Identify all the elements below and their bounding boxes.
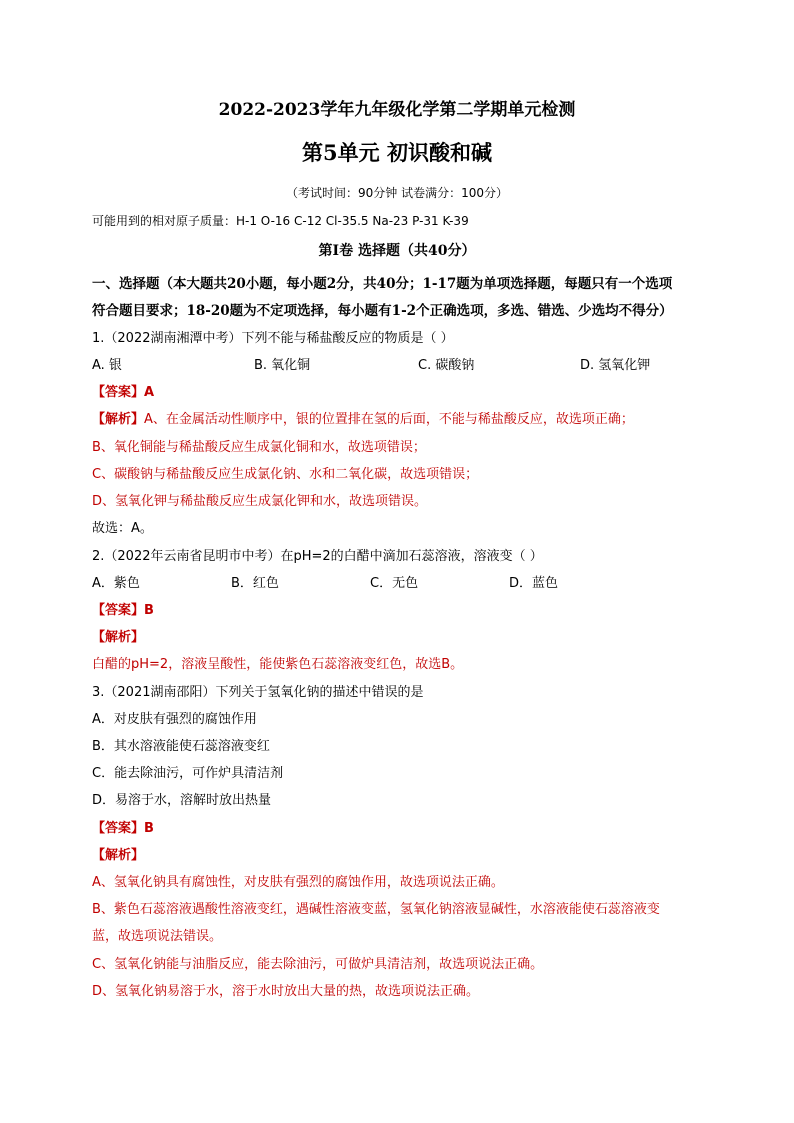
q1-option-a: A. 银 xyxy=(92,358,122,373)
q2-analysis: 白醋的pH=2，溶液呈酸性，能使紫色石蕊溶液变红色，故选B。 xyxy=(92,657,464,672)
q1-analysis-label: 【解析】 xyxy=(92,412,145,427)
q2-stem: 2.（2022年云南省昆明市中考）在pH=2的白醋中滴加石蕊溶液，溶液变（ ） xyxy=(92,549,543,564)
atomic-masses: 可能用到的相对原子质量：H-1 O-16 C-12 Cl-35.5 Na-23 P-31 K-39 xyxy=(92,214,469,228)
exam-title: 2022-2023学年九年级化学第二学期单元检测 xyxy=(218,100,576,120)
q3-analysis-a: A、氢氧化钠具有腐蚀性，对皮肤有强烈的腐蚀作用，故选项说法正确。 xyxy=(92,875,504,890)
q1-option-b: B. 氧化铜 xyxy=(254,358,311,373)
q3-option-a: A．对皮肤有强烈的腐蚀作用 xyxy=(92,712,257,727)
section-intro-line-2: 符合题目要求；18-20题为不定项选择，每小题有1-2个正确选项，多选、错选、少选均不得分） xyxy=(92,303,673,319)
q2-option-d: D．蓝色 xyxy=(509,576,559,591)
q2-option-c: C．无色 xyxy=(370,576,419,591)
unit-title: 第5单元 初识酸和碱 xyxy=(302,140,492,165)
q1-analysis-c: C、碳酸钠与稀盐酸反应生成氯化钠、水和二氧化碳，故选项错误； xyxy=(92,467,479,482)
exam-info: （考试时间：90分钟 试卷满分：100分） xyxy=(286,186,508,200)
q1-conclusion: 故选：A。 xyxy=(92,521,153,536)
q1-option-d: D. 氢氧化钾 xyxy=(580,358,651,373)
q3-option-d: D．易溶于水，溶解时放出热量 xyxy=(92,793,272,808)
q2-option-b: B．红色 xyxy=(231,576,279,591)
q3-analysis-b: B、紫色石蕊溶液遇酸性溶液变红，遇碱性溶液变蓝，氢氧化钠溶液显碱性，水溶液能使石蕊溶液变 xyxy=(92,902,660,917)
q2-option-a: A．紫色 xyxy=(92,576,140,591)
q1-analysis-d: D、氢氧化钾与稀盐酸反应生成氯化钾和水，故选项错误。 xyxy=(92,494,428,509)
q1-analysis-b: B、氧化铜能与稀盐酸反应生成氯化铜和水，故选项错误； xyxy=(92,440,426,455)
q3-answer: 【答案】B xyxy=(92,821,154,836)
q1-option-c: C. 碳酸钠 xyxy=(418,358,475,373)
q1-analysis-a: A、在金属活动性顺序中，银的位置排在氢的后面，不能与稀盐酸反应，故选项正确； xyxy=(144,412,634,427)
q1-answer: 【答案】A xyxy=(92,385,155,400)
q3-option-c: C．能去除油污，可作炉具清洁剂 xyxy=(92,766,284,781)
q1-analysis-row xyxy=(92,411,634,429)
q3-option-b: B．其水溶液能使石蕊溶液变红 xyxy=(92,739,270,754)
volume-title: 第Ⅰ卷 选择题（共40分） xyxy=(318,243,476,259)
q2-answer: 【答案】B xyxy=(92,603,154,618)
q3-analysis-label: 【解析】 xyxy=(92,848,145,863)
section-intro-line-1: 一、选择题（本大题共20小题，每小题2分，共40分；1-17题为单项选择题，每题只有一个选项 xyxy=(92,276,673,292)
q2-analysis-label: 【解析】 xyxy=(92,630,145,645)
q1-stem: 1.（2022湖南湘潭中考）下列不能与稀盐酸反应的物质是（ ） xyxy=(92,331,454,346)
q3-analysis-c: C、氢氧化钠能与油脂反应，能去除油污，可做炉具清洁剂，故选项说法正确。 xyxy=(92,957,544,972)
q3-analysis-d: D、氢氧化钠易溶于水，溶于水时放出大量的热，故选项说法正确。 xyxy=(92,984,480,999)
q3-stem: 3.（2021湖南邵阳）下列关于氢氧化钠的描述中错误的是 xyxy=(92,685,424,700)
q3-analysis-b-cont: 蓝，故选项说法错误。 xyxy=(92,929,223,944)
